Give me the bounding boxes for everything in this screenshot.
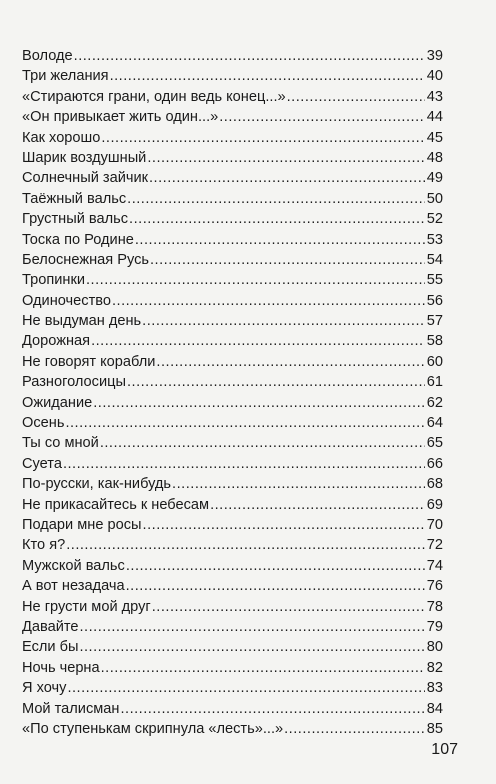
toc-entry bbox=[22, 678, 443, 698]
toc-entry-page: 39 bbox=[426, 48, 443, 64]
toc-entry bbox=[22, 495, 443, 515]
table-of-contents bbox=[22, 46, 443, 739]
toc-entry-page: 49 bbox=[426, 170, 443, 187]
toc-entry bbox=[22, 719, 443, 739]
toc-entry bbox=[22, 107, 443, 127]
toc-entry-page: 48 bbox=[426, 149, 443, 166]
dot-leader bbox=[143, 515, 425, 535]
dot-leader bbox=[147, 148, 425, 168]
toc-entry bbox=[22, 230, 443, 250]
toc-entry bbox=[22, 576, 443, 596]
toc-entry bbox=[22, 413, 443, 433]
toc-entry-title: Тоска по Родине bbox=[22, 231, 134, 248]
dot-leader bbox=[219, 107, 425, 127]
dot-leader bbox=[149, 168, 425, 188]
dot-leader bbox=[100, 433, 425, 453]
dot-leader bbox=[86, 270, 425, 290]
toc-entry-title: «Он привыкает жить один...» bbox=[22, 109, 219, 126]
toc-entry bbox=[22, 658, 443, 678]
toc-entry bbox=[22, 148, 443, 168]
dot-leader bbox=[91, 331, 425, 351]
dot-leader bbox=[74, 46, 425, 66]
dot-leader bbox=[142, 311, 425, 331]
toc-entry bbox=[22, 352, 443, 372]
toc-entry-page: 66 bbox=[426, 455, 443, 472]
toc-entry bbox=[22, 637, 443, 657]
toc-entry-title: Мужской вальс bbox=[22, 557, 125, 574]
toc-entry bbox=[22, 474, 443, 494]
toc-entry-title: Одиночество bbox=[22, 292, 111, 309]
toc-entry-page: 43 bbox=[426, 88, 443, 105]
toc-entry-title: «По ступенькам скрипнула «лесть»...» bbox=[22, 720, 284, 737]
toc-entry bbox=[22, 515, 443, 535]
toc-entry-page: 84 bbox=[426, 700, 443, 717]
toc-entry bbox=[22, 433, 443, 453]
toc-entry-page: 65 bbox=[426, 435, 443, 452]
dot-leader bbox=[79, 637, 425, 657]
toc-entry-page: 68 bbox=[426, 476, 443, 493]
toc-entry-title: Не грусти мой друг bbox=[22, 598, 151, 615]
dot-leader bbox=[80, 617, 426, 637]
dot-leader bbox=[66, 535, 425, 555]
toc-entry bbox=[22, 168, 443, 188]
toc-entry-page: 69 bbox=[426, 496, 443, 513]
toc-entry bbox=[22, 209, 443, 229]
dot-leader bbox=[287, 87, 425, 107]
toc-entry-page: 78 bbox=[426, 598, 443, 615]
toc-entry-title: Ожидание bbox=[22, 394, 93, 411]
toc-entry bbox=[22, 66, 443, 86]
toc-entry-title: Осень bbox=[22, 415, 65, 432]
dot-leader bbox=[284, 719, 425, 739]
toc-entry-title: Дорожная bbox=[22, 333, 91, 350]
toc-entry-title: Разноголосицы bbox=[22, 374, 126, 391]
toc-entry-title: Ночь черна bbox=[22, 659, 100, 676]
toc-entry-page: 45 bbox=[426, 129, 443, 146]
toc-entry bbox=[22, 556, 443, 576]
toc-entry-page: 79 bbox=[426, 618, 443, 635]
toc-entry-page: 64 bbox=[426, 415, 443, 432]
dot-leader bbox=[112, 291, 425, 311]
toc-entry-page: 83 bbox=[426, 680, 443, 697]
toc-entry bbox=[22, 189, 443, 209]
dot-leader bbox=[172, 474, 425, 494]
toc-entry bbox=[22, 597, 443, 617]
dot-leader bbox=[101, 128, 425, 148]
dot-leader bbox=[127, 189, 425, 209]
toc-entry-page: 76 bbox=[426, 578, 443, 595]
toc-entry-page: 70 bbox=[426, 516, 443, 533]
toc-entry bbox=[22, 270, 443, 290]
toc-entry-title: Кто я? bbox=[22, 537, 66, 554]
dot-leader bbox=[150, 250, 425, 270]
toc-entry bbox=[22, 311, 443, 331]
toc-entry-title: Мой талисман bbox=[22, 700, 120, 717]
dot-leader bbox=[129, 209, 425, 229]
toc-entry-title: Не выдуман день bbox=[22, 313, 142, 330]
toc-entry-title: Суета bbox=[22, 455, 62, 472]
toc-entry-page: 62 bbox=[426, 394, 443, 411]
dot-leader bbox=[127, 372, 425, 392]
toc-entry-page: 80 bbox=[426, 639, 443, 656]
toc-entry-title: Я хочу bbox=[22, 680, 67, 697]
toc-entry bbox=[22, 372, 443, 392]
toc-entry bbox=[22, 87, 443, 107]
toc-entry-title: Три желания bbox=[22, 68, 109, 85]
toc-entry-page: 57 bbox=[426, 313, 443, 330]
toc-entry bbox=[22, 393, 443, 413]
toc-entry-page: 40 bbox=[426, 68, 443, 85]
dot-leader bbox=[210, 495, 425, 515]
toc-entry-title: Не прикасайтесь к небесам bbox=[22, 496, 210, 513]
toc-entry-page: 60 bbox=[426, 353, 443, 370]
dot-leader bbox=[63, 454, 425, 474]
toc-entry-title: Грустный вальс bbox=[22, 211, 129, 228]
toc-entry-page: 53 bbox=[426, 231, 443, 248]
toc-entry-title: Подари мне росы bbox=[22, 516, 142, 533]
toc-entry bbox=[22, 250, 443, 270]
toc-entry-title: Солнечный зайчик bbox=[22, 170, 148, 187]
toc-entry bbox=[22, 128, 443, 148]
toc-entry-page: 58 bbox=[426, 333, 443, 350]
toc-entry-page: 52 bbox=[426, 211, 443, 228]
toc-entry-title: Ты со мной bbox=[22, 435, 99, 452]
toc-entry-page: 72 bbox=[426, 537, 443, 554]
toc-entry-page: 44 bbox=[426, 109, 443, 126]
dot-leader bbox=[126, 556, 425, 576]
toc-entry-title: Если бы bbox=[22, 639, 79, 656]
toc-entry-title: Тропинки bbox=[22, 272, 85, 289]
toc-entry-title: Таёжный вальс bbox=[22, 190, 127, 207]
toc-entry-page: 74 bbox=[426, 557, 443, 574]
toc-entry-page: 85 bbox=[426, 720, 443, 737]
dot-leader bbox=[120, 699, 425, 719]
dot-leader bbox=[93, 393, 425, 413]
toc-entry-page: 50 bbox=[426, 190, 443, 207]
toc-entry bbox=[22, 291, 443, 311]
toc-entry-page: 55 bbox=[426, 272, 443, 289]
toc-entry-page: 82 bbox=[426, 659, 443, 676]
toc-entry-title: Белоснежная Русь bbox=[22, 251, 149, 268]
toc-entry-title: Володе bbox=[22, 48, 73, 64]
toc-entry-title: Не говорят корабли bbox=[22, 353, 156, 370]
toc-entry-title: Давайте bbox=[22, 618, 79, 635]
page-number: 107 bbox=[431, 741, 458, 758]
toc-entry-page: 54 bbox=[426, 251, 443, 268]
toc-entry-title: Как хорошо bbox=[22, 129, 101, 146]
toc-entry-title: Шарик воздушный bbox=[22, 149, 147, 166]
toc-entry bbox=[22, 46, 443, 66]
toc-entry-page: 56 bbox=[426, 292, 443, 309]
dot-leader bbox=[101, 658, 425, 678]
dot-leader bbox=[156, 352, 425, 372]
dot-leader bbox=[135, 230, 425, 250]
toc-entry bbox=[22, 617, 443, 637]
dot-leader bbox=[110, 66, 425, 86]
toc-entry bbox=[22, 331, 443, 351]
toc-entry-page: 61 bbox=[426, 374, 443, 391]
dot-leader bbox=[126, 576, 425, 596]
toc-entry bbox=[22, 535, 443, 555]
toc-entry bbox=[22, 454, 443, 474]
toc-entry-title: А вот незадача bbox=[22, 578, 125, 595]
toc-entry-title: По-русски, как-нибудь bbox=[22, 476, 172, 493]
dot-leader bbox=[67, 678, 425, 698]
toc-entry-title: «Стираются грани, один ведь конец...» bbox=[22, 88, 286, 105]
dot-leader bbox=[152, 597, 425, 617]
dot-leader bbox=[65, 413, 425, 433]
toc-entry bbox=[22, 699, 443, 719]
